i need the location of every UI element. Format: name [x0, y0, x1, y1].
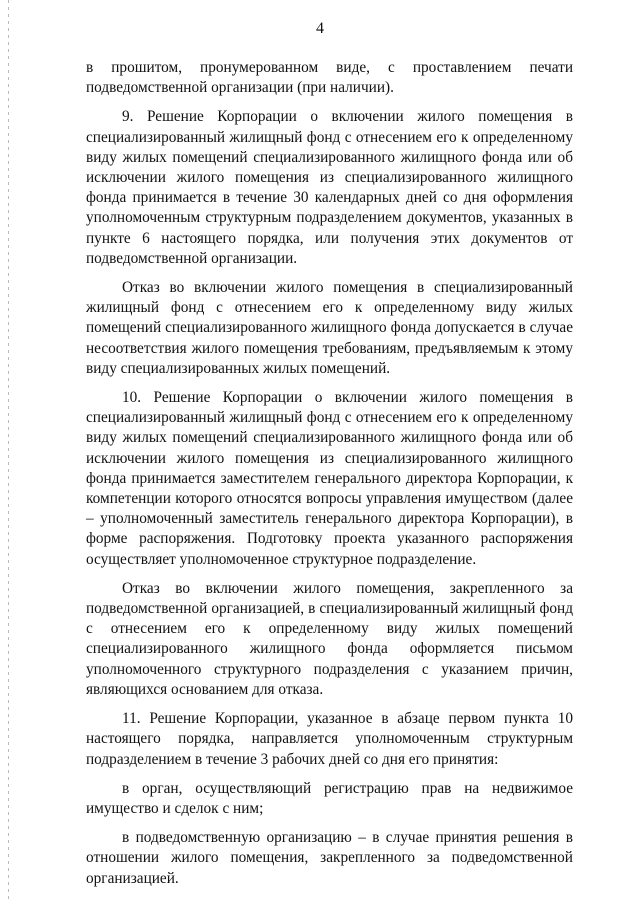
- document-body: [86, 58, 573, 898]
- paragraph-item-10: 10. Решение Корпорации о включении жилого помещения в специализированный жилищный фонд с отнесением его к определенному виду жилых помещений специализированного жилищного фонда или об исключении жилого помещения из специализированного жилищного фонда принимается заместителем генерального директора Корпорации, к компетенции которого относятся вопросы управления имуществом (далее – уполномоченный заместитель генерального директора Корпорации), в форме распоряжения. Подготовку проекта указанного распоряжения осуществляет уполномоченное структурное подразделение.: [86, 389, 573, 568]
- paragraph-recipient-organization: в подведомственную организацию – в случае принятия решения в отношении жилого помещения, закрепленного за подведомственной организацией.: [86, 829, 573, 887]
- paragraph-continuation: в прошитом, пронумерованном виде, с проставлением печати подведомственной организации (при наличии).: [86, 59, 573, 97]
- paragraph-recipient-registry: в орган, осуществляющий регистрацию прав на недвижимое имущество и сделок с ним;: [86, 779, 573, 817]
- paragraph-item-11: 11. Решение Корпорации, указанное в абзаце первом пункта 10 настоящего порядка, направляется уполномоченным структурным подразделением в течение 3 рабочих дней со дня его принятия:: [86, 710, 573, 768]
- paragraph-refusal-inclusion: Отказ во включении жилого помещения в специализированный жилищный фонд с отнесением его к определенному виду жилых помещений специализированного жилищного фонда допускается в случае несоответствия жилого помещения требованиям, предъявляемым к этому виду специализированных жилых помещений.: [86, 279, 573, 377]
- paragraph-refusal-subordinate: Отказ во включении жилого помещения, закрепленного за подведомственной организацией, в специализированный жилищный фонд с отнесением его к определенному виду жилых помещений специализированного жилищного фонда оформляется письмом уполномоченного структурного подразделения с указанием причин, являющихся основанием для отказа.: [86, 579, 573, 698]
- page-number: 4: [316, 20, 324, 37]
- scan-edge-rule: [8, 0, 9, 903]
- paragraph-item-9: 9. Решение Корпорации о включении жилого помещения в специализированный жилищный фонд с отнесением его к определенному виду жилых помещений специализированного жилищного фонда или об исключении жилого помещения из специализированного жилищного фонда принимается в течение 30 календарных дней со дня оформления уполномоченным структурным подразделением документов, указанных в пункте 6 настоящего порядка, или получения этих документов от подведомственной организации.: [86, 108, 573, 267]
